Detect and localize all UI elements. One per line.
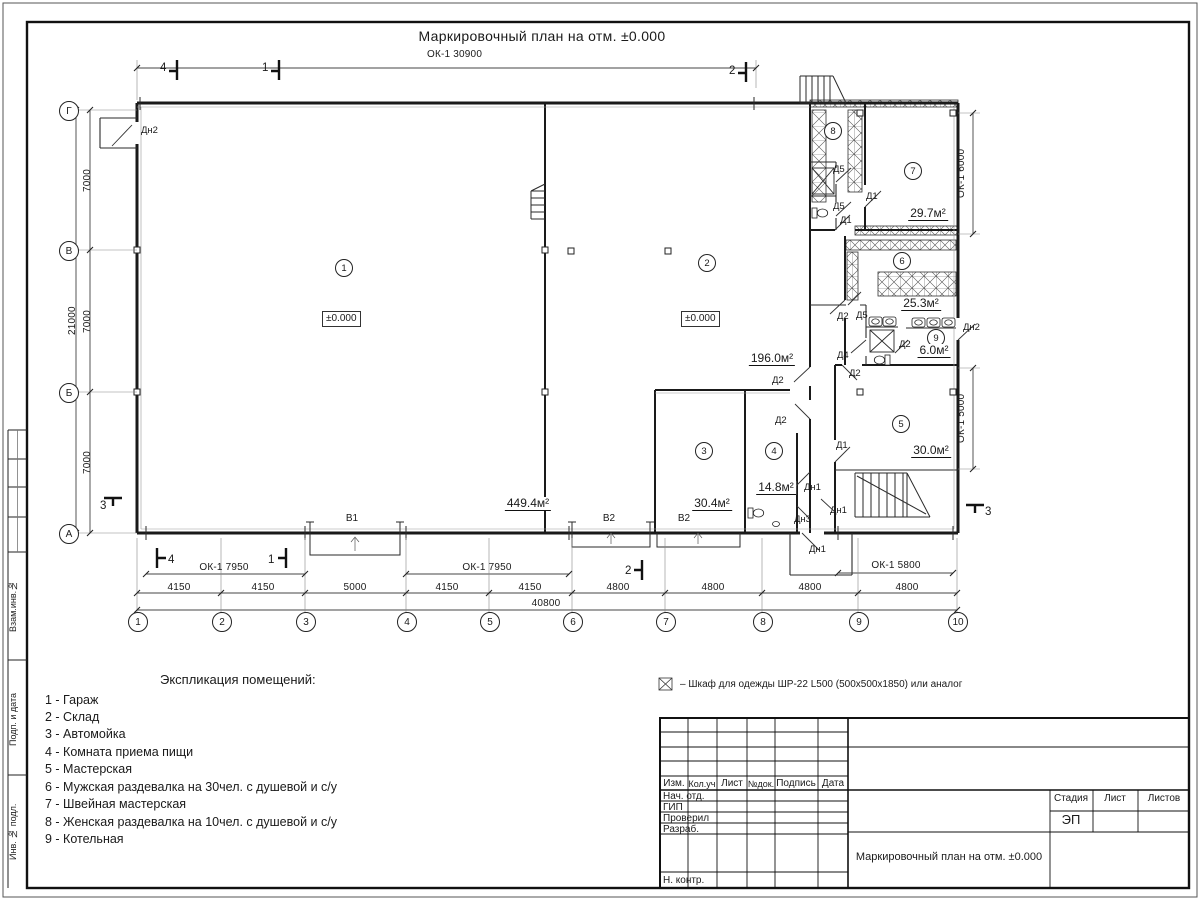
legend-item: 8 - Женская раздевалка на 10чел. с душевой и с/у bbox=[45, 815, 337, 829]
sheet-frame bbox=[3, 3, 1197, 897]
room-number: 5 bbox=[892, 415, 910, 433]
door-label: Д2 bbox=[837, 311, 849, 322]
area-label: 29.7м² bbox=[910, 206, 946, 220]
axis-bubble: 7 bbox=[656, 612, 676, 632]
sidebar-label: Взам.инв.№ bbox=[8, 580, 18, 632]
wardrobe-note: – Шкаф для одежды ШР-22 L500 (500x500x1850) или аналог bbox=[680, 679, 963, 690]
top-window-label: ОК-1 30900 bbox=[427, 49, 483, 60]
door-label: Д4 bbox=[837, 350, 849, 361]
section-mark: 1 bbox=[262, 62, 269, 74]
sidebar-label: Подп. и дата bbox=[8, 692, 18, 746]
legend-item: 4 - Комната приема пищи bbox=[45, 745, 194, 759]
room-number: 4 bbox=[765, 442, 783, 460]
door-label: Д5 bbox=[856, 310, 868, 321]
axis-bubble: 4 bbox=[397, 612, 417, 632]
doc-title: Маркировочный план на отм. ±0.000 bbox=[855, 851, 1043, 863]
legend-item: 5 - Мастерская bbox=[45, 762, 133, 776]
toilet-icon bbox=[812, 208, 828, 218]
gate-label: В2 bbox=[677, 513, 691, 524]
door-label: Дн2 bbox=[141, 125, 158, 136]
room-number: 1 bbox=[335, 259, 353, 277]
legend-item: 1 - Гараж bbox=[45, 693, 99, 707]
window-label: ОК-1 7950 bbox=[462, 562, 512, 573]
section-mark: 4 bbox=[160, 62, 167, 74]
titleblock-row: Н. контр. bbox=[663, 875, 705, 886]
room-number: 7 bbox=[904, 162, 922, 180]
legend-item: 9 - Котельная bbox=[45, 832, 124, 846]
axis-bubble: 3 bbox=[296, 612, 316, 632]
titleblock-row: ГИП bbox=[663, 802, 683, 813]
room-number: 3 bbox=[695, 442, 713, 460]
area-label: 30.4м² bbox=[694, 496, 730, 510]
legend-heading: Экспликация помещений: bbox=[160, 672, 316, 687]
titleblock-stage-col: Лист bbox=[1104, 793, 1126, 804]
area-label: 449.4м² bbox=[506, 496, 550, 510]
axis-bubble: А bbox=[59, 524, 79, 544]
sink-icon bbox=[883, 317, 896, 326]
axis-bubble: В bbox=[59, 241, 79, 261]
stairs-icon bbox=[855, 473, 930, 517]
sink-icon bbox=[927, 318, 940, 327]
room-number: 8 bbox=[824, 122, 842, 140]
dimension-label: 4150 bbox=[435, 582, 459, 593]
section-mark: 2 bbox=[729, 65, 736, 77]
page-title: Маркировочный план на отм. ±0.000 bbox=[418, 28, 666, 44]
dimension-label: 7000 bbox=[82, 168, 93, 192]
titleblock-row: Разраб. bbox=[663, 824, 700, 835]
dimension-label: ОК-1 6000 bbox=[956, 148, 967, 198]
door-label: Д2 bbox=[772, 375, 784, 386]
titleblock-col: Кол.уч bbox=[688, 779, 716, 789]
dimension-ticks bbox=[73, 62, 976, 613]
axis-bubble: Г bbox=[59, 101, 79, 121]
door-label: Дн2 bbox=[963, 322, 980, 333]
basin-icon bbox=[773, 522, 780, 527]
titleblock-col: Лист bbox=[721, 778, 743, 789]
door-label: Д1 bbox=[840, 215, 852, 226]
section-mark: 4 bbox=[168, 554, 175, 566]
legend-item: 3 - Автомойка bbox=[45, 727, 126, 741]
window-label: ОК-1 7950 bbox=[199, 562, 249, 573]
door-label: Д2 bbox=[849, 368, 861, 379]
elevation-mark: ±0.000 bbox=[681, 311, 720, 327]
area-label: 25.3м² bbox=[903, 296, 939, 310]
dimension-label: 4800 bbox=[798, 582, 822, 593]
room-number: 6 bbox=[893, 252, 911, 270]
axis-bubble: 9 bbox=[849, 612, 869, 632]
legend-item: 7 - Швейная мастерская bbox=[45, 797, 187, 811]
dimension-label: 5000 bbox=[343, 582, 367, 593]
axis-bubble: 1 bbox=[128, 612, 148, 632]
dimension-label: 4150 bbox=[251, 582, 275, 593]
door-label: Д1 bbox=[836, 440, 848, 451]
toilet-icon bbox=[874, 355, 890, 365]
sink-icon bbox=[912, 318, 925, 327]
door-label: Д5 bbox=[833, 201, 845, 212]
titleblock-row: Проверил bbox=[663, 813, 710, 824]
exterior-stair-icon bbox=[800, 76, 846, 103]
gate-label: В1 bbox=[345, 513, 359, 524]
axis-bubble: Б bbox=[59, 383, 79, 403]
legend-item: 2 - Склад bbox=[45, 710, 100, 724]
window-label: ОК-1 5800 bbox=[871, 560, 921, 571]
door-label: Д5 bbox=[833, 164, 845, 175]
dimension-label: 4800 bbox=[606, 582, 630, 593]
area-label: 14.8м² bbox=[758, 480, 794, 494]
door-label: Дн1 bbox=[809, 544, 826, 555]
axis-bubble: 8 bbox=[753, 612, 773, 632]
section-mark: 2 bbox=[625, 565, 632, 577]
titleblock-col: Подпись bbox=[776, 778, 816, 789]
door-label: Д2 bbox=[899, 339, 911, 350]
dimension-label: 7000 bbox=[82, 450, 93, 474]
dimension-label: 40800 bbox=[531, 598, 561, 609]
section-mark: 3 bbox=[985, 506, 992, 518]
area-label: 30.0м² bbox=[913, 443, 949, 457]
gate-arrows bbox=[351, 533, 702, 551]
titleblock-col: Дата bbox=[821, 778, 845, 789]
titleblock-stage-col: Стадия bbox=[1053, 793, 1089, 804]
dimension-label: 4800 bbox=[895, 582, 919, 593]
area-label: 196.0м² bbox=[750, 351, 794, 365]
section-mark: 1 bbox=[268, 554, 275, 566]
wall-ladder-icon bbox=[531, 184, 545, 219]
section-mark: 3 bbox=[100, 500, 107, 512]
door-label: Дн1 bbox=[830, 505, 847, 516]
dimension-label: 4800 bbox=[701, 582, 725, 593]
gate-recesses bbox=[310, 533, 740, 555]
elevation-mark: ±0.000 bbox=[322, 311, 361, 327]
door-label: Д1 bbox=[866, 191, 878, 202]
dimension-label: 21000 bbox=[67, 306, 78, 336]
titleblock-stage-col: Листов bbox=[1147, 793, 1181, 804]
dimension-label: 4150 bbox=[167, 582, 191, 593]
door-label: Д2 bbox=[775, 415, 787, 426]
window-posts bbox=[140, 97, 953, 540]
room-number: 2 bbox=[698, 254, 716, 272]
sink-icon bbox=[942, 318, 955, 327]
stage-value: ЭП bbox=[1061, 812, 1081, 827]
axis-bubble: 5 bbox=[480, 612, 500, 632]
room-number: 9 bbox=[927, 329, 945, 347]
axis-bubble: 10 bbox=[948, 612, 968, 632]
titleblock-col: Изм. bbox=[663, 778, 685, 789]
area-label: 6.0м² bbox=[919, 343, 949, 357]
titleblock-col: №док. bbox=[747, 779, 775, 789]
legend-item: 6 - Мужская раздевалка на 30чел. с душевой и с/у bbox=[45, 780, 338, 794]
gate-label: В2 bbox=[602, 513, 616, 524]
sink-icon bbox=[869, 317, 882, 326]
dimension-label: 4150 bbox=[518, 582, 542, 593]
wardrobe-note-icon bbox=[659, 678, 672, 690]
door-label: Дн1 bbox=[804, 482, 821, 493]
axis-bubble: 6 bbox=[563, 612, 583, 632]
sidebar-label: Инв. № подл. bbox=[8, 803, 18, 861]
toilet-icon bbox=[748, 508, 764, 518]
axis-bubble: 2 bbox=[212, 612, 232, 632]
dimension-label: 7000 bbox=[82, 309, 93, 333]
door-label: Дн3 bbox=[794, 514, 811, 525]
dimension-label: ОК-1 5000 bbox=[956, 393, 967, 443]
titleblock-row: Нач. отд. bbox=[663, 791, 705, 802]
